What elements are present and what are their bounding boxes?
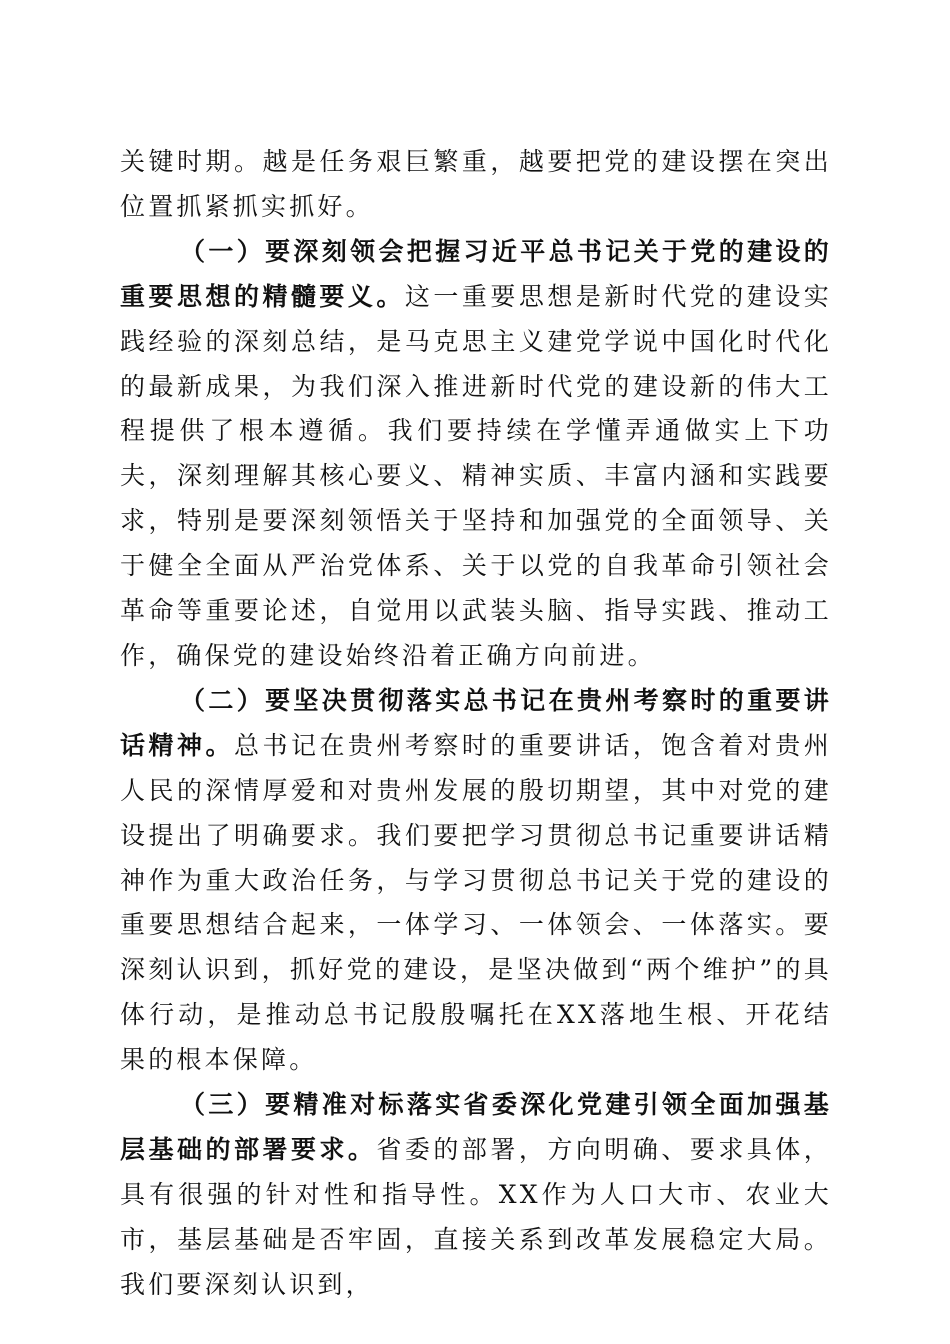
paragraph-text: 关键时期。越是任务艰巨繁重，越要把党的建设摆在突出位置抓紧抓实抓好。 [120, 147, 832, 221]
paragraph-continuation [120, 140, 832, 230]
paragraph-section-1 [120, 230, 832, 679]
paragraph-text: 这一重要思想是新时代党的建设实践经验的深刻总结，是马克思主义建党学说中国化时代化的最新成果，为我们深入推进新时代党的建设新的伟大工程提供了根本遵循。我们要持续在学懂弄通做实上下功夫，深刻理解其核心要义、精神实质、丰富内涵和实践要求，特别是要深刻领悟关于坚持和加强党的全面领导、关于健全全面从严治党体系、关于以党的自我革命引领社会革命等重要论述，自觉用以武装头脑、指导实践、推动工作，确保党的建设始终沿着正确方向前进。 [120, 281, 832, 670]
paragraph-text: 省委的部署，方向明确、要求具体，具有很强的针对性和指导性。XX作为人口大市、农业大市，基层基础是否牢固，直接关系到改革发展稳定大局。我们要深刻认识到， [120, 1134, 832, 1299]
paragraph-text: 总书记在贵州考察时的重要讲话，饱含着对贵州人民的深情厚爱和对贵州发展的殷切期望，其中对党的建设提出了明确要求。我们要把学习贯彻总书记重要讲话精神作为重大政治任务，与学习贯彻总书记关于党的建设的重要思想结合起来，一体学习、一体领会、一体落实。要深刻认识到，抓好党的建设，是坚决做到“两个维护”的具体行动，是推动总书记殷殷嘱托在XX落地生根、开花结果的根本保障。 [120, 730, 832, 1075]
section-heading: （二）要坚决贯彻落实总书记在贵州考察时的重要讲话精神。 [120, 685, 832, 760]
paragraph-section-3 [120, 1083, 832, 1308]
paragraph-section-2 [120, 679, 832, 1083]
section-heading: （三）要精准对标落实省委深化党建引领全面加强基层基础的部署要求。 [120, 1090, 832, 1164]
section-heading: （一）要深刻领会把握习近平总书记关于党的建设的重要思想的精髓要义。 [120, 236, 832, 311]
document-body [120, 140, 832, 1308]
